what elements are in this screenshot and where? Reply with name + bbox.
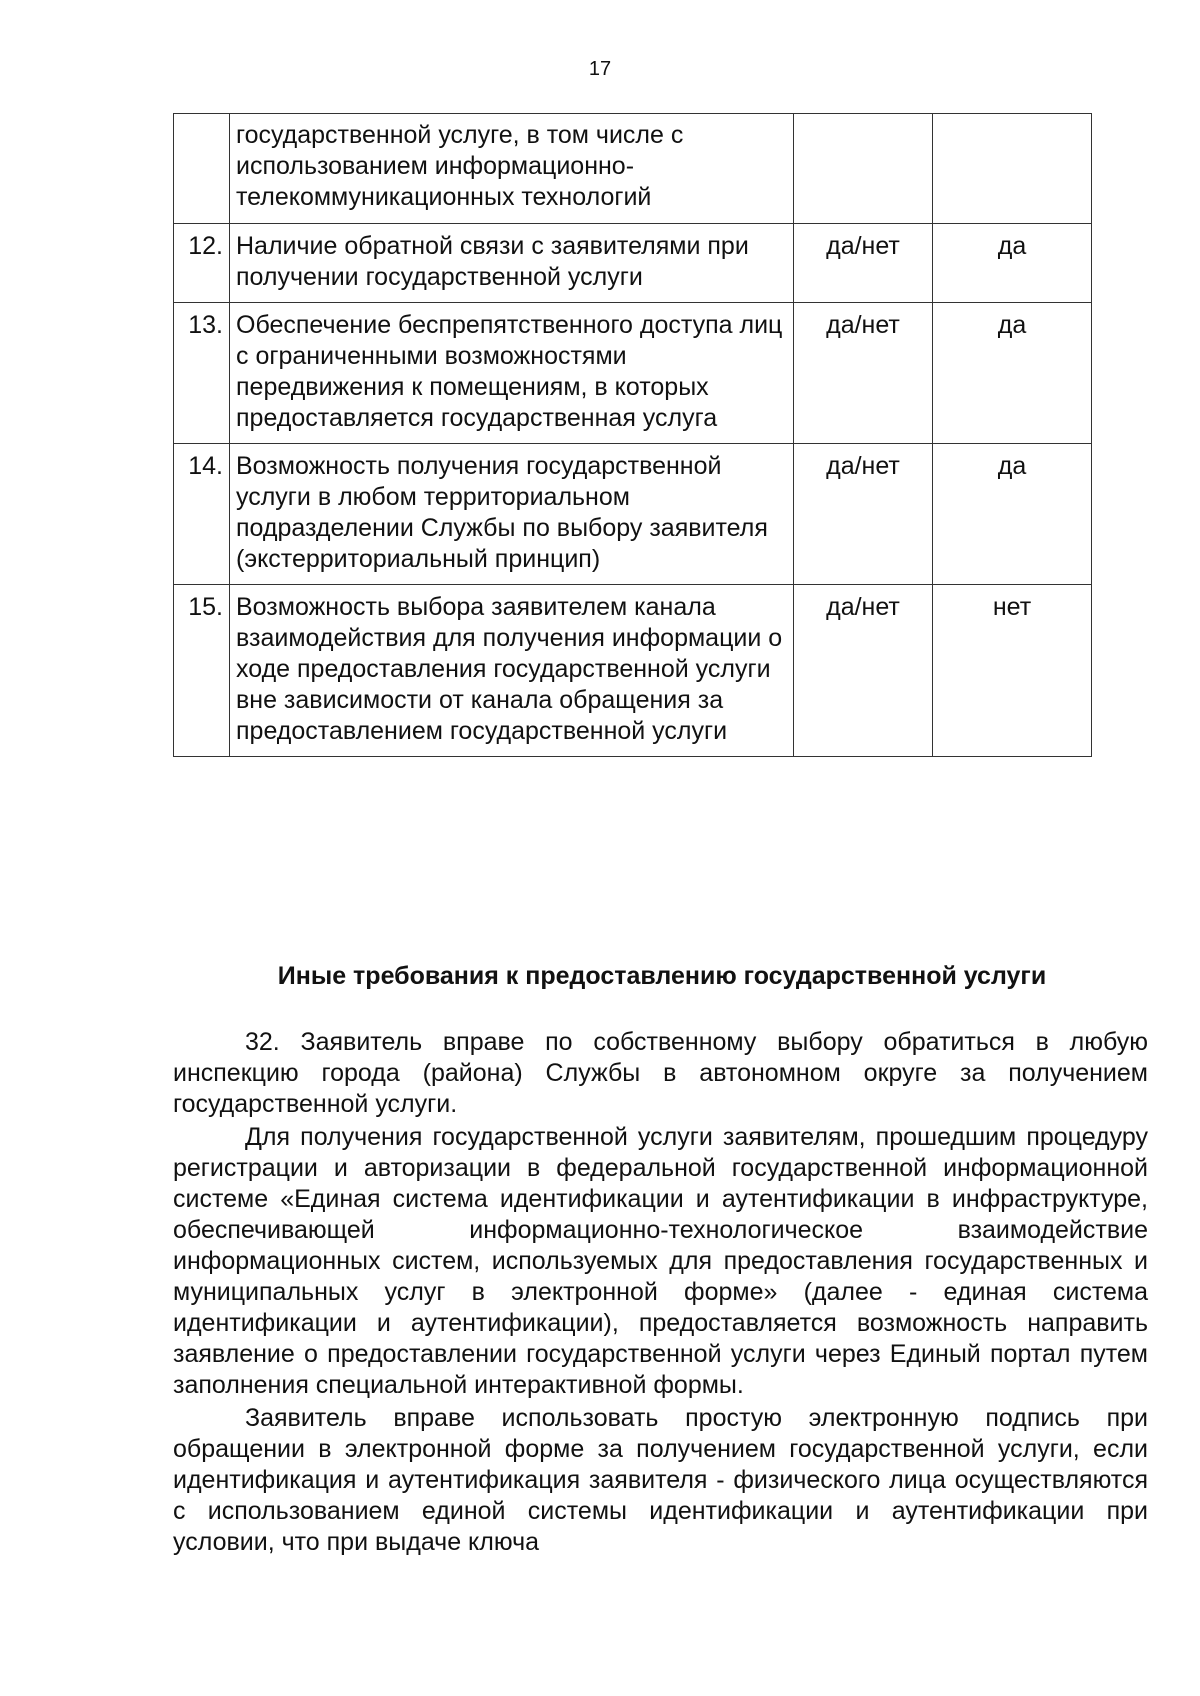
table-row	[174, 303, 1092, 444]
row-unit: да/нет	[794, 444, 933, 585]
row-indicator: государственной услуге, в том числе с использованием информационно-телекоммуникационных технологий	[230, 114, 794, 224]
paragraph: 32. Заявитель вправе по собственному выбору обратиться в любую инспекцию города (района) Службы в автономном округе за получением государственной услуги.	[173, 1028, 1148, 1118]
row-value: да	[933, 444, 1092, 585]
row-indicator: Наличие обратной связи с заявителями при получении государственной услуги	[230, 224, 794, 303]
row-number: 14.	[174, 444, 230, 585]
row-indicator: Возможность выбора заявителем канала взаимодействия для получения информации о ходе предоставления государственной услуги вне зависимости от канала обращения за предоставлением государственной услуги	[230, 585, 794, 757]
table-row	[174, 224, 1092, 303]
page-number: 17	[588, 58, 612, 80]
row-unit	[794, 114, 933, 224]
table-row	[174, 585, 1092, 757]
row-indicator: Возможность получения государственной услуги в любом территориальном подразделении Службы по выбору заявителя (экстерриториальный принцип)	[230, 444, 794, 585]
row-indicator: Обеспечение беспрепятственного доступа лиц с ограниченными возможностями передвижения к помещениям, в которых предоставляется государственная услуга	[230, 303, 794, 444]
row-number: 12.	[174, 224, 230, 303]
row-number: 13.	[174, 303, 230, 444]
row-value: нет	[933, 585, 1092, 757]
row-value: да	[933, 303, 1092, 444]
section-heading: Иные требования к предоставлению государственной услуги	[277, 962, 1047, 990]
body-text	[173, 1027, 1148, 1560]
row-unit: да/нет	[794, 585, 933, 757]
table-row	[174, 444, 1092, 585]
row-number: 15.	[174, 585, 230, 757]
requirements-table	[173, 113, 1092, 757]
paragraph: Заявитель вправе использовать простую электронную подпись при обращении в электронной форме за получением государственной услуги, если идентификация и аутентификация заявителя - физического лица осуществляются с использованием единой системы идентификации и аутентификации при условии, что при выдаче ключа	[173, 1404, 1148, 1556]
paragraph: Для получения государственной услуги заявителям, прошедшим процедуру регистрации и авторизации в федеральной государственной информационной системе «Единая система идентификации и аутентификации в инфраструктуре, обеспечивающей информационно-технологическое взаимодействие информационных систем, используемых для предоставления государственных и муниципальных услуг в электронной форме» (далее - единая система идентификации и аутентификации), предоставляется возможность направить заявление о предоставлении государственной услуги через Единый портал путем заполнения специальной интерактивной формы.	[173, 1123, 1148, 1399]
row-number	[174, 114, 230, 224]
row-unit: да/нет	[794, 303, 933, 444]
row-value: да	[933, 224, 1092, 303]
row-value	[933, 114, 1092, 224]
row-unit: да/нет	[794, 224, 933, 303]
table-row	[174, 114, 1092, 224]
